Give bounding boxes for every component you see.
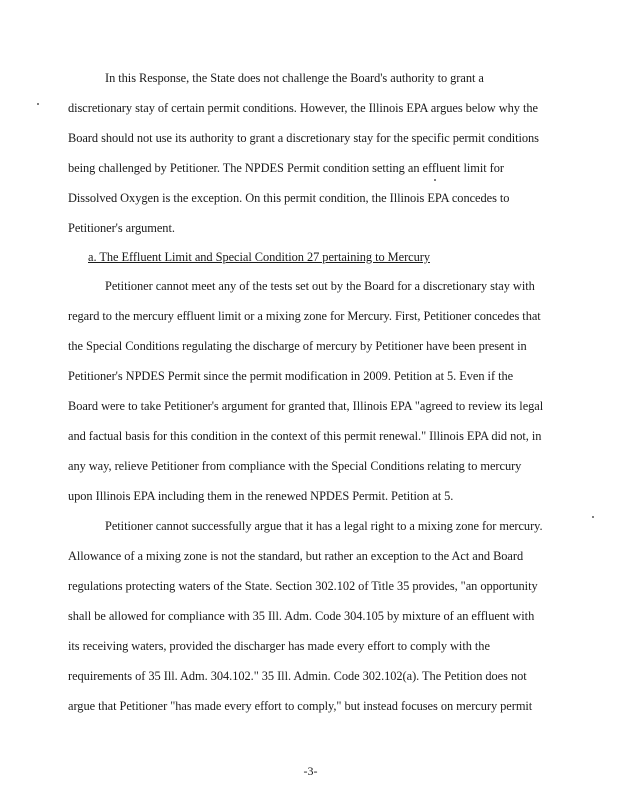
paragraph-1-line-4: being challenged by Petitioner. The NPDES Permit condition setting an effluent limit for (68, 161, 504, 175)
paragraph-1-line-5: Dissolved Oxygen is the exception. On this permit condition, the Illinois EPA concedes to (68, 191, 510, 205)
paragraph-3-line-5: its receiving waters, provided the discharger has made every effort to comply with the (68, 639, 490, 653)
paragraph-2-line-2: regard to the mercury effluent limit or a mixing zone for Mercury. First, Petitioner concedes that (68, 309, 541, 323)
paragraph-1-line-3: Board should not use its authority to grant a discretionary stay for the specific permit conditions (68, 131, 539, 145)
scan-speck (592, 516, 594, 518)
paragraph-3-line-3: regulations protecting waters of the State. Section 302.102 of Title 35 provides, "an opportunity (68, 579, 538, 593)
paragraph-1-line-2: discretionary stay of certain permit conditions. However, the Illinois EPA argues below why the (68, 101, 538, 115)
paragraph-3-line-7: argue that Petitioner "has made every effort to comply," but instead focuses on mercury permit (68, 699, 533, 713)
paragraph-2-line-5: Board were to take Petitioner's argument for granted that, Illinois EPA "agreed to review its legal (68, 399, 544, 413)
paragraph-2-line-7: any way, relieve Petitioner from compliance with the Special Conditions relating to mercury (68, 459, 522, 473)
paragraph-1-line-6: Petitioner's argument. (68, 221, 175, 235)
paragraph-3-line-1: Petitioner cannot successfully argue that it has a legal right to a mixing zone for mercury. (105, 519, 543, 533)
paragraph-3-line-4: shall be allowed for compliance with 35 Ill. Adm. Code 304.105 by mixture of an effluent with (68, 609, 535, 623)
section-heading-mercury: a. The Effluent Limit and Special Condition 27 pertaining to Mercury (88, 250, 430, 264)
scan-speck (434, 179, 436, 181)
paragraph-2-line-8: upon Illinois EPA including them in the renewed NPDES Permit. Petition at 5. (68, 489, 454, 503)
paragraph-1-line-1: In this Response, the State does not challenge the Board's authority to grant a (105, 71, 484, 85)
paragraph-2-line-6: and factual basis for this condition in the context of this permit renewal." Illinois EPA did not, in (68, 429, 542, 443)
paragraph-2-line-4: Petitioner's NPDES Permit since the permit modification in 2009. Petition at 5. Even if the (68, 369, 514, 383)
paragraph-3-line-2: Allowance of a mixing zone is not the standard, but rather an exception to the Act and Board (68, 549, 524, 563)
page-number: -3- (303, 764, 318, 778)
paragraph-2-line-3: the Special Conditions regulating the discharge of mercury by Petitioner have been present in (68, 339, 527, 353)
paragraph-2-line-1: Petitioner cannot meet any of the tests set out by the Board for a discretionary stay with (105, 279, 535, 293)
scan-speck (37, 103, 39, 105)
paragraph-3-line-6: requirements of 35 Ill. Adm. 304.102." 35 Ill. Admin. Code 302.102(a). The Petition does not (68, 669, 527, 683)
